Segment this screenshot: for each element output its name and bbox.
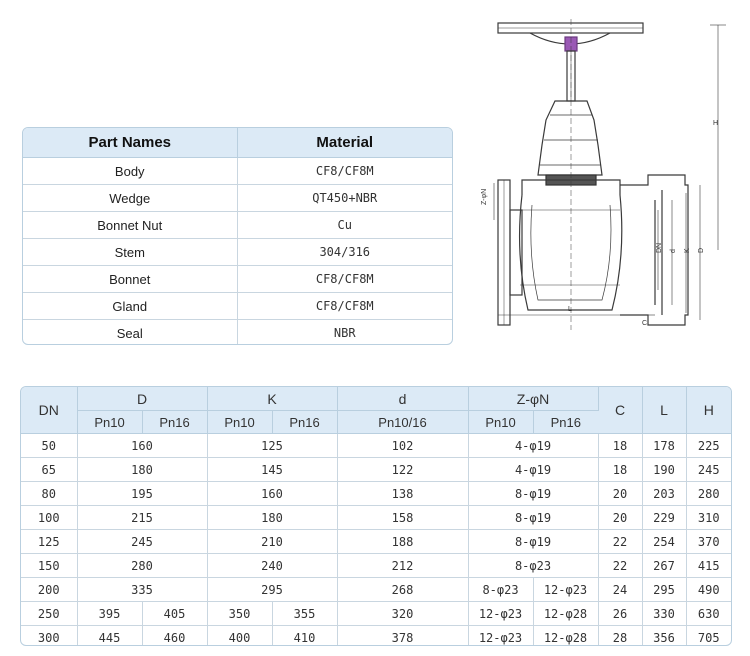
part-material: CF8/CF8M: [237, 293, 452, 320]
header-l: L: [642, 387, 686, 434]
subheader-d-pn16: Pn16: [142, 411, 207, 434]
table-row: [21, 530, 731, 554]
cell-h: 310: [686, 506, 731, 530]
table-row: [21, 506, 731, 530]
cell-h: 370: [686, 530, 731, 554]
part-name: Seal: [23, 320, 237, 346]
cell-d-inner: 138: [337, 482, 468, 506]
cell-c: 26: [598, 602, 642, 626]
table-row: [23, 158, 452, 185]
dim-label-dn: DN: [656, 242, 663, 253]
cell-k: 410: [272, 626, 337, 647]
table-row: [21, 578, 731, 602]
dim-label-d-inner: d: [670, 249, 677, 253]
part-material: NBR: [333, 326, 356, 340]
cell-l: 356: [642, 626, 686, 647]
part-name: Wedge: [23, 185, 237, 212]
cell-c: 22: [598, 530, 642, 554]
cell-z: 12-φ23: [468, 602, 533, 626]
cell-k: 180: [207, 506, 337, 530]
header-c: C: [598, 387, 642, 434]
cell-d-inner: 268: [337, 578, 468, 602]
table-row: [23, 320, 452, 346]
header-d-outer: D: [77, 387, 207, 411]
cell-z: 8-φ19: [468, 530, 598, 554]
cell-dn: 100: [21, 506, 77, 530]
cell-d: 195: [77, 482, 207, 506]
cell-d: 280: [77, 554, 207, 578]
cell-k: 350: [207, 602, 272, 626]
subheader-z-pn16: Pn16: [533, 411, 598, 434]
part-material: CF8/CF8M: [237, 158, 452, 185]
header-material: Material: [237, 128, 452, 158]
valve-body: [520, 180, 622, 310]
cell-d-inner: 378: [337, 626, 468, 647]
cell-dn: 80: [21, 482, 77, 506]
part-name: Stem: [23, 239, 237, 266]
cell-d: 445: [77, 626, 142, 647]
part-name: Body: [23, 158, 237, 185]
table-row: [23, 185, 452, 212]
cell-c: 20: [598, 506, 642, 530]
cell-d: 245: [77, 530, 207, 554]
cell-h: 225: [686, 434, 731, 458]
dim-label-k: K: [684, 248, 691, 253]
table-row: [23, 239, 452, 266]
cell-h: 415: [686, 554, 731, 578]
cell-l: 295: [642, 578, 686, 602]
subheader-z-pn10: Pn10: [468, 411, 533, 434]
cell-c: 28: [598, 626, 642, 647]
cell-z: 12-φ23: [533, 578, 598, 602]
cell-d-inner: 320: [337, 602, 468, 626]
cell-z: 8-φ19: [468, 482, 598, 506]
cell-c: 24: [598, 578, 642, 602]
cell-c: 20: [598, 482, 642, 506]
cell-dn: 300: [21, 626, 77, 647]
cell-h: 490: [686, 578, 731, 602]
cell-d-inner: 122: [337, 458, 468, 482]
handwheel: [498, 23, 643, 51]
subheader-k-pn10: Pn10: [207, 411, 272, 434]
cell-l: 254: [642, 530, 686, 554]
cell-k: 125: [207, 434, 337, 458]
table-row: [21, 602, 731, 626]
cell-d-inner: 212: [337, 554, 468, 578]
subheader-d-inner: Pn10/16: [337, 411, 468, 434]
right-flange: [620, 175, 688, 325]
header-dn: DN: [21, 387, 77, 434]
cell-z: 4-φ19: [468, 458, 598, 482]
table-row: [21, 458, 731, 482]
cell-d-inner: 102: [337, 434, 468, 458]
subheader-k-pn16: Pn16: [272, 411, 337, 434]
part-material: Cu: [237, 212, 452, 239]
left-flange: [498, 180, 522, 325]
cell-z: 8-φ23: [468, 578, 533, 602]
cell-k: 145: [207, 458, 337, 482]
part-material: CF8/CF8M: [237, 266, 452, 293]
cell-l: 203: [642, 482, 686, 506]
cell-h: 245: [686, 458, 731, 482]
dim-label-c: C: [642, 320, 648, 327]
cell-z: 8-φ23: [468, 554, 598, 578]
table-row: [21, 554, 731, 578]
table-row: [23, 266, 452, 293]
table-row: [21, 482, 731, 506]
cell-z: 8-φ19: [468, 506, 598, 530]
part-name: Gland: [23, 293, 237, 320]
cell-z: 12-φ28: [533, 602, 598, 626]
cell-k: 400: [207, 626, 272, 647]
cell-h: 705: [697, 630, 720, 645]
cell-l: 178: [642, 434, 686, 458]
header-k: K: [207, 387, 337, 411]
cell-d: 180: [77, 458, 207, 482]
cell-k: 355: [272, 602, 337, 626]
cell-d: 215: [77, 506, 207, 530]
dimension-lines: [494, 25, 726, 320]
cell-l: 330: [642, 602, 686, 626]
cell-h: 280: [686, 482, 731, 506]
header-h: H: [686, 387, 731, 434]
subheader-d-pn10: Pn10: [77, 411, 142, 434]
cell-z: 12-φ28: [533, 626, 598, 647]
part-name: Bonnet: [23, 266, 237, 293]
dim-label-d-outer: D: [698, 247, 705, 253]
cell-l: 267: [642, 554, 686, 578]
part-material: QT450+NBR: [237, 185, 452, 212]
cell-d: 395: [77, 602, 142, 626]
cell-l: 190: [642, 458, 686, 482]
part-name: Bonnet Nut: [23, 212, 237, 239]
cell-h: 630: [686, 602, 731, 626]
cell-d-inner: 158: [337, 506, 468, 530]
header-part-names: Part Names: [23, 128, 237, 158]
part-material: 304/316: [237, 239, 452, 266]
dim-label-l: L: [568, 306, 572, 313]
cell-k: 210: [207, 530, 337, 554]
bonnet: [538, 101, 602, 185]
cell-dn: 200: [21, 578, 77, 602]
cell-z: 4-φ19: [468, 434, 598, 458]
dim-label-h: H: [713, 120, 719, 127]
header-d-inner: d: [337, 387, 468, 411]
cell-dn: 125: [21, 530, 77, 554]
header-z: Z-φN: [468, 387, 598, 411]
cell-c: 18: [598, 458, 642, 482]
cell-d: 160: [77, 434, 207, 458]
dim-label-z: Z-φN: [481, 188, 488, 205]
table-row: [21, 434, 731, 458]
dims-body: [21, 434, 731, 647]
table-row: [21, 626, 731, 647]
cell-dn: 65: [21, 458, 77, 482]
dimension-table: [20, 386, 732, 646]
cell-k: 240: [207, 554, 337, 578]
table-row: [23, 293, 452, 320]
cell-d: 460: [142, 626, 207, 647]
cell-k: 295: [207, 578, 337, 602]
cell-d-inner: 188: [337, 530, 468, 554]
parts-header-row: [23, 128, 452, 158]
cell-k: 160: [207, 482, 337, 506]
cell-d: 405: [142, 602, 207, 626]
cell-l: 229: [642, 506, 686, 530]
cell-dn: 250: [21, 602, 77, 626]
gate-valve-drawing: [470, 15, 740, 335]
cell-dn: 150: [21, 554, 77, 578]
parts-material-table: [22, 127, 453, 345]
table-row: [23, 212, 452, 239]
cell-c: 18: [598, 434, 642, 458]
cell-c: 22: [598, 554, 642, 578]
cell-dn: 50: [21, 434, 77, 458]
dims-header-row: [21, 387, 731, 411]
cell-d: 335: [77, 578, 207, 602]
cell-z: 12-φ23: [468, 626, 533, 647]
